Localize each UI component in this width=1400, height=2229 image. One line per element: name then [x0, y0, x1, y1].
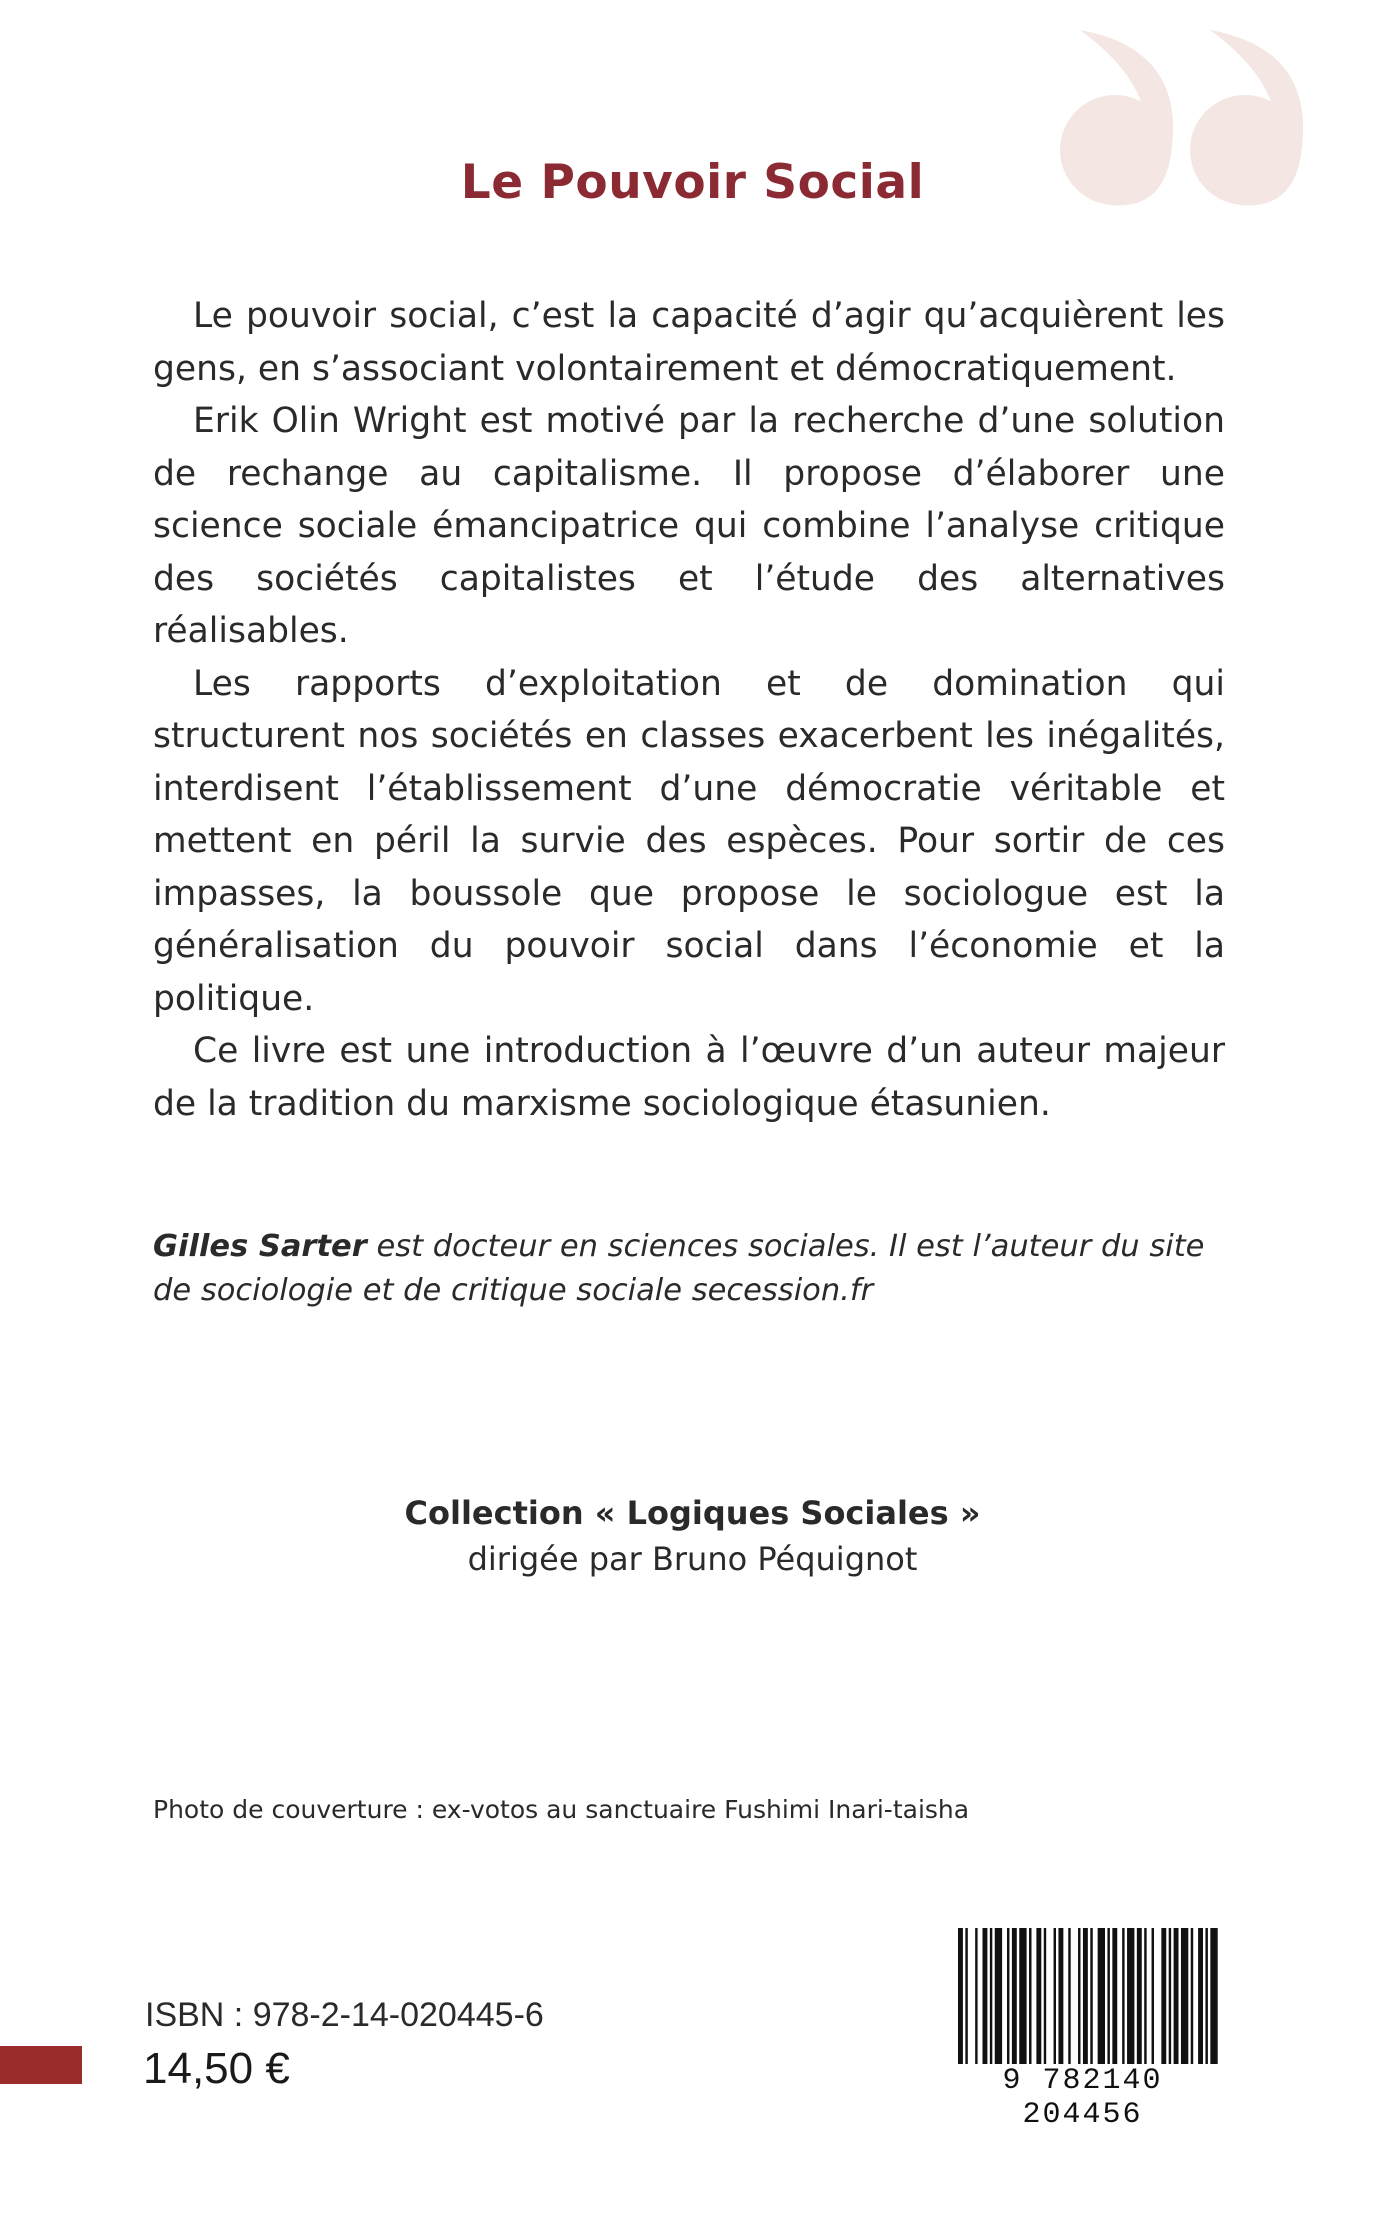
- price: 14,50 €: [143, 2044, 290, 2093]
- barcode-bar: [1007, 1928, 1009, 2066]
- collection-info: [0, 1490, 1385, 1582]
- barcode-bar: [1078, 1928, 1080, 2066]
- collection-director: dirigée par Bruno Péquignot: [467, 1540, 918, 1578]
- blurb-paragraph: Erik Olin Wright est motivé par la recherche d’une solution de rechange au capitalisme. Il propose d’élaborer une science sociale émancipatrice qui combine l’analyse critique des sociétés capitalistes et l’étude des alternatives réalisables.: [153, 401, 1225, 651]
- barcode-bar: [975, 1928, 977, 2066]
- blurb-paragraph: Les rapports d’exploitation et de domination qui structurent nos sociétés en classes exacerbent les inégalités, interdisent l’établissement d’une démocratie véritable et mettent en péril la survie des espèces. Pour sortir de ces impasses, la boussole que propose le sociologue est la généralisation du pouvoir social dans l’économie et la politique.: [153, 663, 1225, 1019]
- barcode-bar: [1083, 1928, 1088, 2066]
- barcode-bar: [1044, 1928, 1046, 2066]
- barcode-bar: [1210, 1928, 1217, 2066]
- barcode-bar: [965, 1928, 967, 2078]
- barcode-bar: [1122, 1928, 1124, 2066]
- blurb-paragraph: Le pouvoir social, c’est la capacité d’agir qu’acquièrent les gens, en s’associant volontairement et démocratiquement.: [153, 296, 1225, 389]
- barcode-bar: [1036, 1928, 1041, 2066]
- barcode-digits: 9 782140 204456: [940, 2064, 1225, 2132]
- barcode-bar: [1181, 1928, 1188, 2066]
- barcode-bar: [1144, 1928, 1146, 2066]
- barcode-bar: [1205, 1928, 1207, 2066]
- barcode-bar: [1107, 1928, 1109, 2066]
- author-name: Gilles Sarter: [153, 1229, 367, 1264]
- collection-name: Collection « Logiques Sociales »: [404, 1494, 981, 1532]
- barcode-bar: [958, 1928, 963, 2078]
- book-blurb: [153, 290, 1225, 1130]
- barcode-bar: [1198, 1928, 1203, 2066]
- author-bio: [153, 1225, 1233, 1313]
- barcode-bar: [1012, 1928, 1017, 2066]
- closing-quote-icon: [1050, 30, 1350, 270]
- barcode-bar: [1127, 1928, 1134, 2066]
- barcode-bar: [1098, 1928, 1105, 2078]
- blurb-paragraph: Ce livre est une introduction à l’œuvre d’un auteur majeur de la tradition du marxisme sociologique étasunien.: [153, 1031, 1225, 1124]
- photo-credit: Photo de couverture : ex-votos au sanctuaire Fushimi Inari-taisha: [153, 1795, 970, 1824]
- barcode-bar: [990, 1928, 992, 2066]
- barcode-bar: [1090, 1928, 1092, 2078]
- barcode-bar: [1191, 1928, 1193, 2066]
- barcode-bar: [1054, 1928, 1056, 2066]
- barcode-bar: [1112, 1928, 1117, 2066]
- barcode-bar: [1152, 1928, 1154, 2066]
- author-description: est docteur en sciences sociales. Il est l’auteur du site de sociologie et de critique sociale secession.fr: [153, 1229, 1205, 1308]
- book-title: Le Pouvoir Social: [460, 155, 925, 210]
- barcode-bar: [1029, 1928, 1031, 2066]
- barcode: [940, 1928, 1225, 2132]
- isbn: ISBN : 978-2-14-020445-6: [145, 1996, 544, 2034]
- barcode-bar: [1174, 1928, 1179, 2066]
- barcode-bar: [1068, 1928, 1070, 2066]
- barcode-bar: [983, 1928, 988, 2066]
- barcode-bar: [1137, 1928, 1142, 2066]
- barcode-bar: [1161, 1928, 1166, 2066]
- barcode-bar: [1169, 1928, 1171, 2066]
- accent-tab: [0, 2046, 82, 2084]
- barcode-bar: [1058, 1928, 1063, 2066]
- barcode-bar: [1019, 1928, 1026, 2066]
- barcode-bar: [995, 1928, 1002, 2066]
